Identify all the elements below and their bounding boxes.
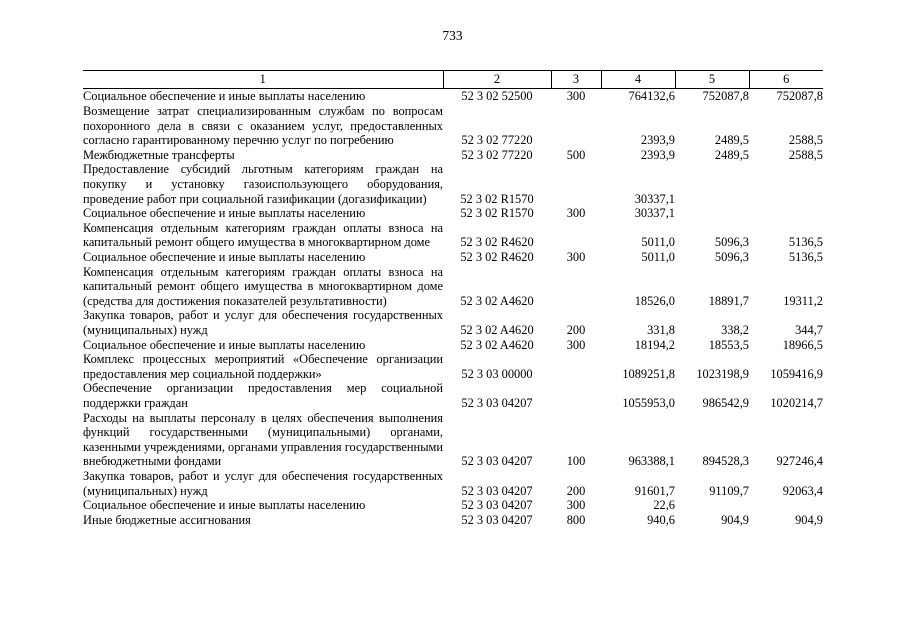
row-expense-type: 200 xyxy=(566,322,586,337)
row-amount-year-2: 5096,3 xyxy=(714,250,749,265)
row-target-code: 52 3 02 77220 xyxy=(461,147,533,162)
budget-table-wrapper xyxy=(83,70,823,527)
row-expense-name: Возмещение затрат специализированным службам по вопросам похоронного дела в связи с оказанием услуг, предоставленных согласно гарантированному перечню услуг по погребению xyxy=(83,104,443,148)
row-target-code: 52 3 02 R4620 xyxy=(460,250,534,265)
row-expense-name: Расходы на выплаты персоналу в целях обеспечения выполнения функций государственными (муниципальными) органами, казенными учреждениями, органами управления государственными внебюджетными фондами xyxy=(83,410,443,469)
row-expense-name: Социальное обеспечение и иные выплаты населению xyxy=(83,498,366,513)
row-amount-year-3: 927246,4 xyxy=(776,454,823,469)
row-amount-year-3: 904,9 xyxy=(795,512,823,527)
row-expense-type: 200 xyxy=(566,483,586,498)
row-amount-year-1: 1055953,0 xyxy=(622,395,675,410)
table-row xyxy=(83,381,823,410)
budget-table-body xyxy=(83,71,823,528)
row-target-code: 52 3 03 04207 xyxy=(461,512,533,527)
table-row xyxy=(83,206,823,221)
row-target-code: 52 3 02 R1570 xyxy=(460,191,534,206)
row-expense-type: 800 xyxy=(566,512,586,527)
row-target-code: 52 3 02 77220 xyxy=(461,133,533,148)
row-expense-name: Социальное обеспечение и иные выплаты населению xyxy=(83,337,366,352)
row-amount-year-1: 331,8 xyxy=(647,322,675,337)
table-row xyxy=(83,411,823,469)
table-row xyxy=(83,498,823,513)
row-amount-year-1: 30337,1 xyxy=(634,206,675,221)
row-amount-year-1: 18526,0 xyxy=(634,293,675,308)
row-expense-name: Закупка товаров, работ и услуг для обеспечения государственных (муниципальных) нужд xyxy=(83,308,443,337)
row-amount-year-1: 22,6 xyxy=(653,498,675,513)
row-amount-year-2 xyxy=(675,206,749,221)
row-amount-year-3 xyxy=(749,498,823,513)
row-amount-year-1: 2393,9 xyxy=(640,133,675,148)
row-amount-year-2: 2489,5 xyxy=(714,147,749,162)
row-expense-name: Социальное обеспечение и иные выплаты населению xyxy=(83,250,366,265)
row-amount-year-1: 963388,1 xyxy=(628,454,675,469)
row-expense-type xyxy=(551,162,601,206)
row-target-code: 52 3 03 04207 xyxy=(461,395,533,410)
row-amount-year-1: 5011,0 xyxy=(641,235,675,250)
row-expense-type: 300 xyxy=(566,206,586,221)
row-expense-type: 100 xyxy=(566,454,586,469)
row-expense-type: 500 xyxy=(566,147,586,162)
table-row xyxy=(83,469,823,498)
row-amount-year-2: 894528,3 xyxy=(702,454,749,469)
row-amount-year-2: 2489,5 xyxy=(714,133,749,148)
row-amount-year-1: 5011,0 xyxy=(641,250,675,265)
row-expense-name: Обеспечение организации предоставления мер социальной поддержки граждан xyxy=(83,381,443,410)
row-amount-year-1: 18194,2 xyxy=(634,337,675,352)
row-amount-year-3: 18966,5 xyxy=(782,337,823,352)
row-amount-year-3: 1020214,7 xyxy=(770,395,823,410)
row-amount-year-2: 752087,8 xyxy=(702,89,749,104)
row-amount-year-2: 5096,3 xyxy=(714,235,749,250)
column-header-5: 5 xyxy=(675,71,749,89)
table-row xyxy=(83,89,823,105)
row-expense-name: Иные бюджетные ассигнования xyxy=(83,512,251,527)
row-amount-year-3: 92063,4 xyxy=(782,483,823,498)
row-amount-year-2: 18891,7 xyxy=(708,293,749,308)
row-expense-name: Закупка товаров, работ и услуг для обеспечения государственных (муниципальных) нужд xyxy=(83,468,443,498)
row-target-code: 52 3 02 52500 xyxy=(461,89,533,104)
row-expense-type xyxy=(551,104,601,148)
row-amount-year-2: 18553,5 xyxy=(708,337,749,352)
row-amount-year-1: 940,6 xyxy=(647,512,675,527)
row-amount-year-2: 986542,9 xyxy=(702,395,749,410)
row-amount-year-1: 1089251,8 xyxy=(622,366,675,381)
row-target-code: 52 3 02 A4620 xyxy=(460,293,534,308)
row-expense-name: Социальное обеспечение и иные выплаты населению xyxy=(83,89,366,103)
row-expense-type: 300 xyxy=(566,337,586,352)
table-row xyxy=(83,250,823,265)
row-amount-year-3: 1059416,9 xyxy=(770,366,823,381)
row-expense-type xyxy=(551,352,601,381)
row-expense-type: 300 xyxy=(566,89,586,104)
row-amount-year-3 xyxy=(749,206,823,221)
column-header-6: 6 xyxy=(749,71,823,89)
row-amount-year-3 xyxy=(749,162,823,206)
table-column-number-row xyxy=(83,71,823,89)
table-row xyxy=(83,104,823,148)
budget-table xyxy=(83,70,823,527)
row-expense-type xyxy=(551,265,601,309)
table-row xyxy=(83,265,823,309)
row-expense-type xyxy=(551,221,601,250)
row-target-code: 52 3 02 R4620 xyxy=(460,235,534,250)
row-target-code: 52 3 03 00000 xyxy=(461,366,533,381)
row-amount-year-1: 91601,7 xyxy=(634,483,675,498)
column-header-1: 1 xyxy=(83,71,443,89)
row-expense-name: Комплекс процессных мероприятий «Обеспечение организации предоставления мер социальной поддержки» xyxy=(83,352,443,381)
table-row xyxy=(83,221,823,250)
row-amount-year-1: 2393,9 xyxy=(640,147,675,162)
row-amount-year-3: 2588,5 xyxy=(788,133,823,148)
row-amount-year-3: 752087,8 xyxy=(776,89,823,104)
row-target-code: 52 3 02 R1570 xyxy=(460,206,534,221)
row-amount-year-3: 344,7 xyxy=(795,322,823,337)
row-target-code: 52 3 03 04207 xyxy=(461,454,533,469)
table-row xyxy=(83,148,823,163)
row-amount-year-1: 764132,6 xyxy=(628,89,675,104)
page-number: 733 xyxy=(442,28,463,43)
row-target-code: 52 3 02 A4620 xyxy=(460,322,534,337)
row-target-code: 52 3 03 04207 xyxy=(461,483,533,498)
row-expense-type xyxy=(551,381,601,410)
column-header-4: 4 xyxy=(601,71,675,89)
column-header-2: 2 xyxy=(443,71,551,89)
row-expense-type: 300 xyxy=(566,250,586,265)
column-header-3: 3 xyxy=(551,71,601,89)
row-amount-year-3: 19311,2 xyxy=(783,293,823,308)
row-expense-name: Социальное обеспечение и иные выплаты населению xyxy=(83,206,366,221)
row-amount-year-2 xyxy=(675,498,749,513)
table-row xyxy=(83,513,823,528)
row-target-code: 52 3 03 04207 xyxy=(461,498,533,513)
row-amount-year-2: 338,2 xyxy=(721,322,749,337)
table-row xyxy=(83,338,823,353)
row-amount-year-2: 1023198,9 xyxy=(696,366,749,381)
row-amount-year-3: 5136,5 xyxy=(788,235,823,250)
table-row xyxy=(83,352,823,381)
row-amount-year-2: 91109,7 xyxy=(709,483,749,498)
row-amount-year-3: 5136,5 xyxy=(788,250,823,265)
table-row xyxy=(83,162,823,206)
row-expense-name: Предоставление субсидий льготным категориям граждан на покупку и установку газоиспользующего оборудования, проведение работ при социальной газификации (догазификации) xyxy=(83,162,443,206)
row-target-code: 52 3 02 A4620 xyxy=(460,337,534,352)
row-amount-year-1: 30337,1 xyxy=(634,191,675,206)
row-amount-year-2: 904,9 xyxy=(721,512,749,527)
row-amount-year-3: 2588,5 xyxy=(788,147,823,162)
row-expense-name: Межбюджетные трансферты xyxy=(83,147,235,162)
row-amount-year-2 xyxy=(675,162,749,206)
row-expense-name: Компенсация отдельным категориям граждан оплаты взноса на капитальный ремонт общего имущества в многоквартирном доме xyxy=(83,220,443,250)
table-row xyxy=(83,308,823,337)
row-expense-name: Компенсация отдельным категориям граждан оплаты взноса на капитальный ремонт общего имущества в многоквартирном доме (средства для достижения показателей результативности) xyxy=(83,264,443,308)
row-expense-type: 300 xyxy=(566,498,586,513)
